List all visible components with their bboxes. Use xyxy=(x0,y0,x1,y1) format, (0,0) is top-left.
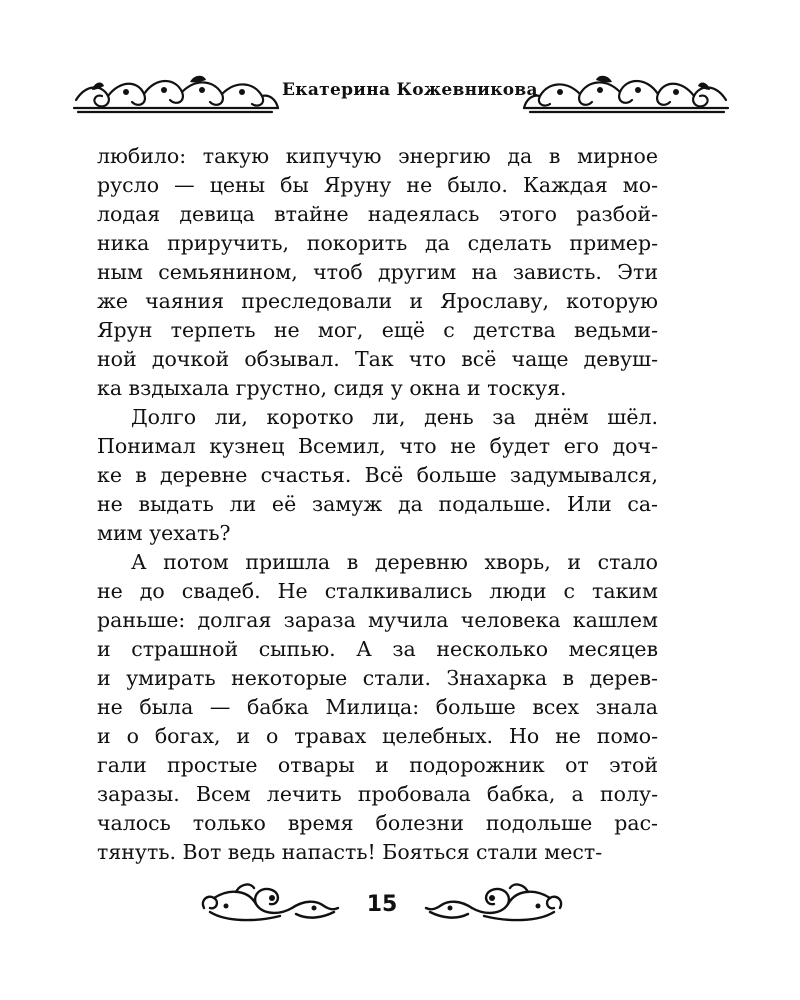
scroll-ornament-right-icon xyxy=(423,878,568,930)
page-footer xyxy=(196,878,568,934)
text-line: и страшной сыпью. А за несколько месяцев xyxy=(97,637,658,661)
text-line: Долго ли, коротко ли, день за днём шёл. xyxy=(131,405,658,429)
text-line: и о богах, и о травах целебных. Но не помо- xyxy=(97,724,658,748)
scroll-ornament-left-icon xyxy=(196,878,341,930)
text-line: гали простые отвары и подорожник от этой xyxy=(97,753,658,777)
text-line: русло — цены бы Яруну не было. Каждая мо- xyxy=(97,173,658,197)
text-line: ным семьянином, чтоб другим на зависть. Эти xyxy=(97,260,658,284)
text-line: и умирать некоторые стали. Знахарка в дерев- xyxy=(97,666,658,690)
text-line: не выдать ли её замуж да подальше. Или са- xyxy=(97,492,658,516)
text-line: чалось только время болезни подольше рас- xyxy=(97,811,658,835)
text-line: Понимал кузнец Всемил, что не будет его доч- xyxy=(97,434,658,458)
text-line: ка вздыхала грустно, сидя у окна и тоскуя. xyxy=(97,376,567,400)
text-line: тянуть. Вот ведь напасть! Бояться стали мест- xyxy=(97,840,603,864)
text-line: любило: такую кипучую энергию да в мирное xyxy=(97,144,658,168)
body-text xyxy=(97,142,658,867)
text-line: раньше: долгая зараза мучила человека кашлем xyxy=(97,608,658,632)
text-line: ке в деревне счастья. Всё больше задумывался, xyxy=(97,463,658,487)
text-line: же чаяния преследовали и Ярославу, которую xyxy=(97,289,658,313)
running-header xyxy=(72,70,730,120)
text-line: не была — бабка Милица: больше всех знала xyxy=(97,695,658,719)
text-line: А потом пришла в деревню хворь, и стало xyxy=(131,550,658,574)
page-number: 15 xyxy=(366,892,398,917)
author-name: Екатерина Кожевникова xyxy=(282,80,538,100)
text-line: ника приручить, покорить да сделать пример- xyxy=(97,231,658,255)
text-line: заразы. Всем лечить пробовала бабка, а полу- xyxy=(97,782,658,806)
floral-ornament-left-icon xyxy=(72,70,282,118)
text-line: ной дочкой обзывал. Так что всё чаще девуш- xyxy=(97,347,658,371)
floral-ornament-right-icon xyxy=(520,70,730,118)
text-line: не до свадеб. Не сталкивались люди с таким xyxy=(97,579,658,603)
text-line: лодая девица втайне надеялась этого разбой- xyxy=(97,202,658,226)
text-line: Ярун терпеть не мог, ещё с детства ведьми- xyxy=(97,318,658,342)
text-line: мим уехать? xyxy=(97,521,231,545)
